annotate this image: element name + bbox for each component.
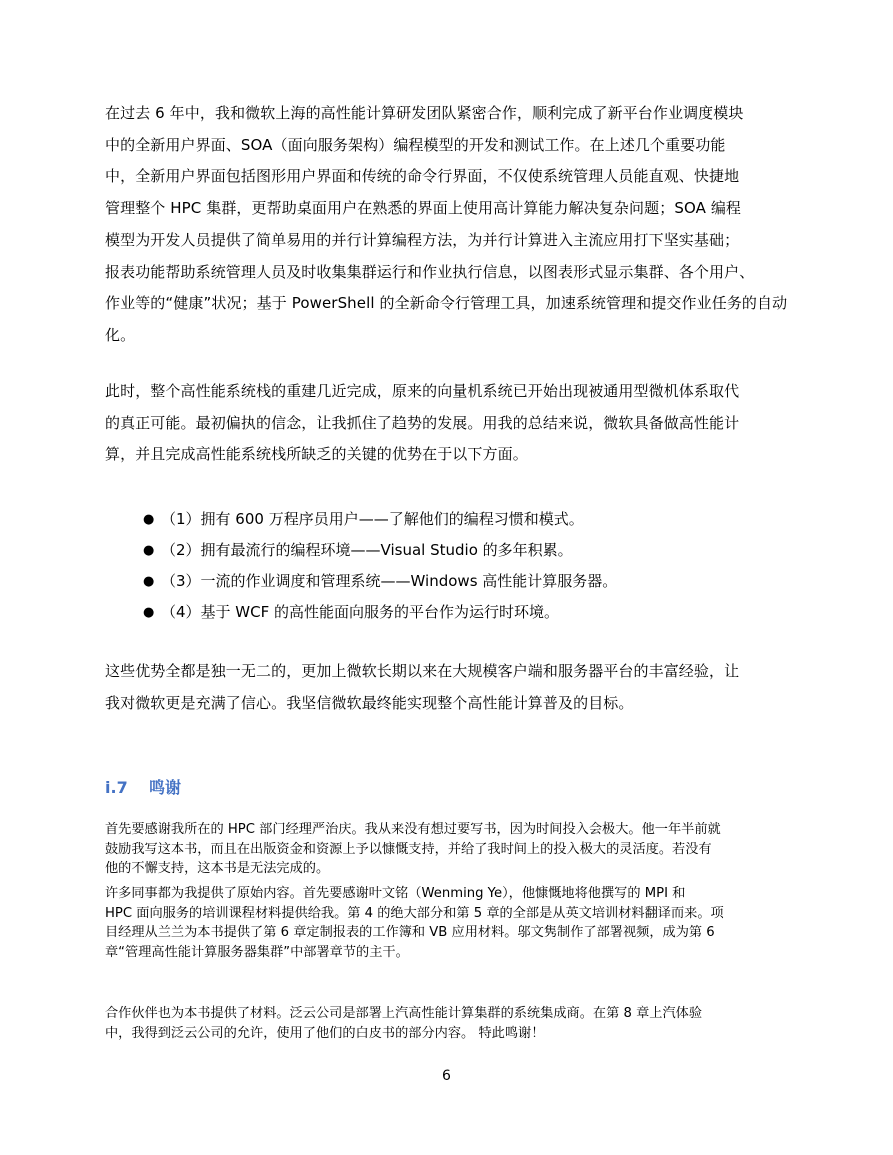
acknowledgement-paragraph (105, 1004, 805, 1043)
advantages-list (105, 504, 805, 628)
bullet-icon: ● (143, 574, 155, 589)
list-item (105, 535, 805, 566)
page-number: 6 (442, 1068, 451, 1084)
list-item-text: （4）基于 WCF 的高性能面向服务的平台作为运行时环境。 (161, 603, 560, 621)
text-line: HPC 面向服务的培训课程材料提供给我。第 4 的绝大部分和第 5 章的全部是从英文培训材料翻译而来。项 (105, 905, 724, 921)
text-line: 首先要感谢我所在的 HPC 部门经理严治庆。我从来没有想过要写书，因为时间投入会极大。他一年半前就 (105, 822, 721, 837)
text-line: 合作伙伴也为本书提供了材料。泛云公司是部署上汽高性能计算集群的系统集成商。在第 8 章上汽体验 (105, 1006, 703, 1021)
text-line: 许多同事都为我提供了原始内容。首先要感谢叶文铭（Wenming Ye），他慷慨地将他撰写的 MPI 和 (105, 886, 686, 901)
list-item-text: （3）一流的作业调度和管理系统——Windows 高性能计算服务器。 (161, 572, 618, 590)
text-line: 他的不懈支持，这本书是无法完成的。 (105, 861, 330, 877)
bullet-icon: ● (143, 512, 155, 527)
list-item (105, 597, 805, 628)
text-line: 作业等的“健康”状况；基于 PowerShell 的全新命令行管理工具，加速系统管理和提交作业任务的自动 (105, 294, 788, 313)
section-number: i.7 (105, 778, 128, 797)
text-line: 模型为开发人员提供了简单易用的并行计算编程方法，为并行计算进入主流应用打下坚实基础； (105, 230, 740, 249)
text-line: 化。 (105, 325, 136, 344)
text-line: 我对微软更是充满了信心。我坚信微软最终能实现整个高性能计算普及的目标。 (105, 693, 634, 712)
text-line: 在过去 6 年中，我和微软上海的高性能计算研发团队紧密合作，顺利完成了新平台作业调度模块 (105, 104, 744, 122)
list-item (105, 566, 805, 597)
list-item-text: （2）拥有最流行的编程环境——Visual Studio 的多年积累。 (161, 541, 573, 559)
section-heading (105, 776, 181, 800)
conclusion-paragraph (105, 656, 805, 719)
text-line: 的真正可能。最初偏执的信念，让我抓住了趋势的发展。用我的总结来说，微软具备做高性能计 (105, 413, 740, 432)
text-line: 中的全新用户界面、SOA（面向服务架构）编程模型的开发和测试工作。在上述几个重要功能 (105, 135, 726, 154)
intro-paragraph (105, 98, 805, 352)
bullet-icon: ● (143, 605, 155, 620)
text-line: 中，全新用户界面包括图形用户界面和传统的命令行界面，不仅使系统管理人员能直观、快捷地 (105, 167, 740, 186)
text-line: 算，并且完成高性能系统栈所缺乏的关键的优势在于以下方面。 (105, 445, 528, 464)
text-line: 目经理从兰兰为本书提供了第 6 章定制报表的工作簿和 VB 应用材料。邬文隽制作了部署视频，成为第 6 (105, 925, 715, 941)
text-line: 报表功能帮助系统管理人员及时收集集群运行和作业执行信息，以图表形式显示集群、各个用户、 (105, 262, 755, 281)
text-line: 此时，整个高性能系统栈的重建几近完成，原来的向量机系统已开始出现被通用型微机体系取代 (105, 382, 740, 400)
advantages-intro-paragraph (105, 376, 805, 471)
acknowledgement-paragraph (105, 884, 805, 962)
bullet-icon: ● (143, 543, 155, 558)
text-line: 中，我得到泛云公司的允许，使用了他们的白皮书的部分内容。 特此鸣谢！ (105, 1025, 545, 1041)
text-line: 章“管理高性能计算服务器集群”中部署章节的主干。 (105, 944, 409, 960)
text-line: 这些优势全都是独一无二的，更加上微软长期以来在大规模客户端和服务器平台的丰富经验，让 (105, 662, 740, 680)
text-line: 管理整个 HPC 集群，更帮助桌面用户在熟悉的界面上使用高计算能力解决复杂问题；SOA 编程 (105, 199, 742, 218)
list-item (105, 504, 805, 535)
section-title: 鸣谢 (149, 778, 182, 797)
list-item-text: （1）拥有 600 万程序员用户——了解他们的编程习惯和模式。 (161, 510, 584, 528)
acknowledgement-paragraph (105, 820, 805, 879)
text-line: 鼓励我写这本书，而且在出版资金和资源上予以慷慨支持，并给了我时间上的投入极大的灵活度。若没有 (105, 841, 712, 857)
